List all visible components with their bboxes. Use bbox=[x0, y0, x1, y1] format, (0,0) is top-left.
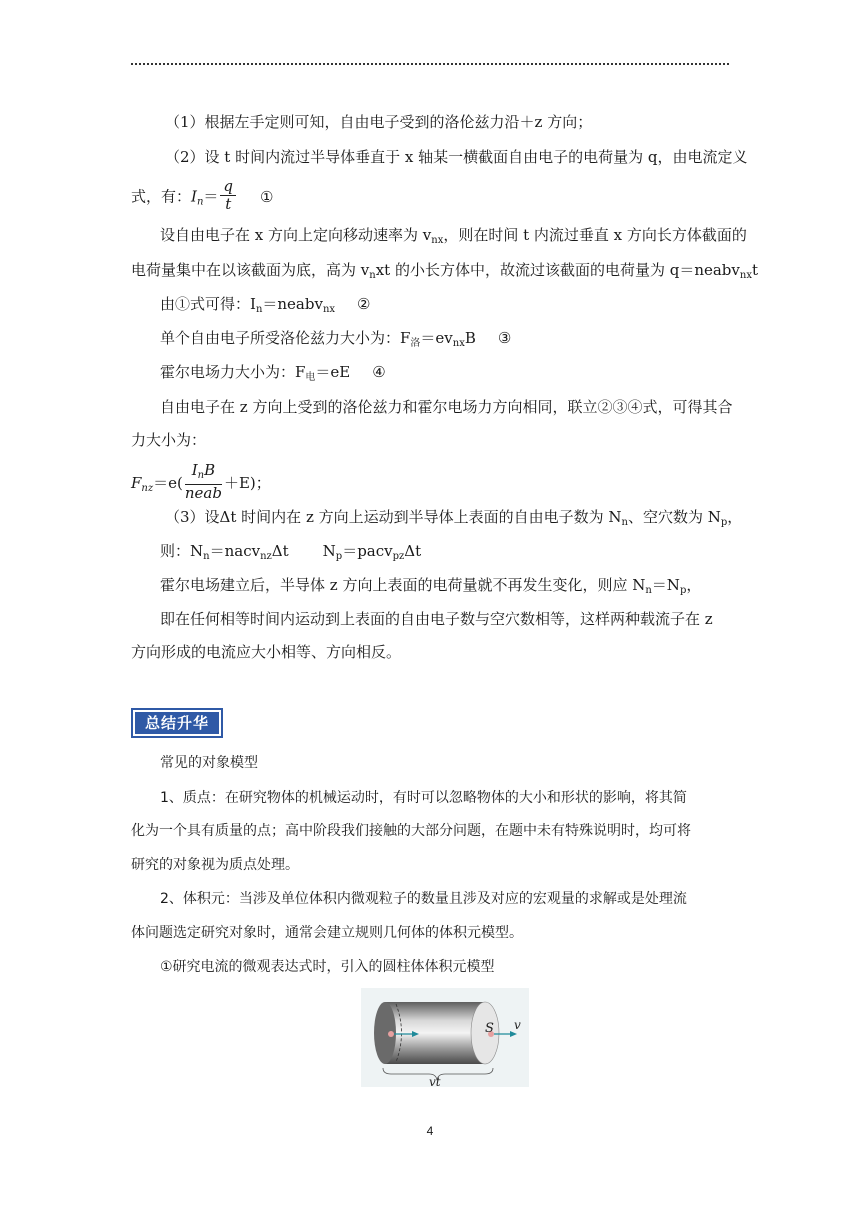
summary-item-1-line-1: 1、质点：在研究物体的机械运动时，有时可以忽略物体的大小和形状的影响，将其简 bbox=[160, 790, 687, 806]
header-rule bbox=[131, 63, 729, 65]
equation-2: 由①式可得：$I_n=neabv_{nx}$ ② bbox=[160, 295, 371, 315]
summary-badge-label: 总结升华 bbox=[135, 712, 219, 734]
solution-paragraph-velocity: 设自由电子在 x 方向上定向移动速率为 $v_{nx}$，则在时间 t 内流过垂直 x 方向长方体截面的 bbox=[160, 226, 747, 246]
cylinder-volume-element-figure bbox=[361, 988, 529, 1087]
equation-carrier-counts: 则：$N_n=nacv_{nz}\Delta t$ $N_p=pacv_{pz}\Delta t$ bbox=[160, 542, 422, 562]
equation-3: 单个自由电子所受洛伦兹力大小为：$F_洛=ev_{nx}B$ ③ bbox=[160, 329, 512, 349]
label-v: v bbox=[514, 1018, 521, 1032]
label-vt: vt bbox=[429, 1075, 441, 1087]
solution-equilibrium: 霍尔电场建立后，半导体 z 方向上表面的电荷量就不再发生变化，则应 $N_n=N_p$， bbox=[160, 576, 702, 596]
label-s: S bbox=[485, 1021, 494, 1036]
equation-resultant-force: $F_{nz}=e$( $\frac{I_nB}{\text{neab}}$ ＋E)； bbox=[131, 461, 271, 502]
solution-step-3: （3）设Δt 时间内在 z 方向上运动到半导体上表面的自由电子数为 $N_n$、空穴数为 $N_p$， bbox=[165, 508, 743, 528]
summary-item-3: ①研究电流的微观表达式时，引入的圆柱体体积元模型 bbox=[160, 959, 495, 975]
summary-badge bbox=[131, 708, 223, 738]
page-number: 4 bbox=[426, 1124, 434, 1138]
cylinder-body bbox=[385, 1002, 485, 1064]
fraction-inB-over-neab: $\frac{I_nB}{\text{neab}}$ bbox=[184, 461, 222, 502]
summary-item-2-line-2: 体问题选定研究对象时，通常会建立规则几何体的体积元模型。 bbox=[131, 925, 523, 941]
summary-item-2-line-1: 2、体积元：当涉及单位体积内微观粒子的数量且涉及对应的宏观量的求解或是处理流 bbox=[160, 891, 687, 907]
solution-paragraph-velocity-cont: 电荷量集中在以该截面为底，高为 $v_nxt$ 的小长方体中，故流过该截面的电荷量为 q＝neabv$_{nx}$t bbox=[131, 261, 759, 281]
solution-step-2-line-1: （2）设 t 时间内流过半导体垂直于 x 轴某一横截面自由电子的电荷量为 q，由电流定义 bbox=[165, 148, 748, 166]
solution-step-2-line-2: 式，有：$I_n=$ $\frac{q}{t}$ ① bbox=[131, 177, 274, 213]
charge-particle-left bbox=[388, 1031, 394, 1037]
solution-combine-line-1: 自由电子在 z 方向上受到的洛伦兹力和霍尔电场力方向相同，联立②③④式，可得其合 bbox=[160, 398, 733, 416]
solution-conclusion-line-1: 即在任何相等时间内运动到上表面的自由电子数与空穴数相等，这样两种载流子在 z bbox=[160, 610, 713, 628]
fraction-q-over-t: $\frac{q}{t}$ bbox=[220, 178, 236, 213]
summary-item-1-line-2: 化为一个具有质量的点；高中阶段我们接触的大部分问题，在题中未有特殊说明时，均可将 bbox=[131, 823, 691, 839]
equation-4: 霍尔电场力大小为：$F_电=eE$ ④ bbox=[160, 363, 386, 383]
summary-item-1-line-3: 研究的对象视为质点处理。 bbox=[131, 857, 299, 873]
solution-conclusion-line-2: 方向形成的电流应大小相等、方向相反。 bbox=[131, 643, 402, 661]
summary-intro: 常见的对象模型 bbox=[160, 755, 258, 771]
solution-combine-line-2: 力大小为： bbox=[131, 431, 207, 449]
cylinder-diagram bbox=[361, 988, 529, 1087]
solution-step-1: （1）根据左手定则可知，自由电子受到的洛伦兹力沿＋z 方向； bbox=[165, 113, 593, 131]
